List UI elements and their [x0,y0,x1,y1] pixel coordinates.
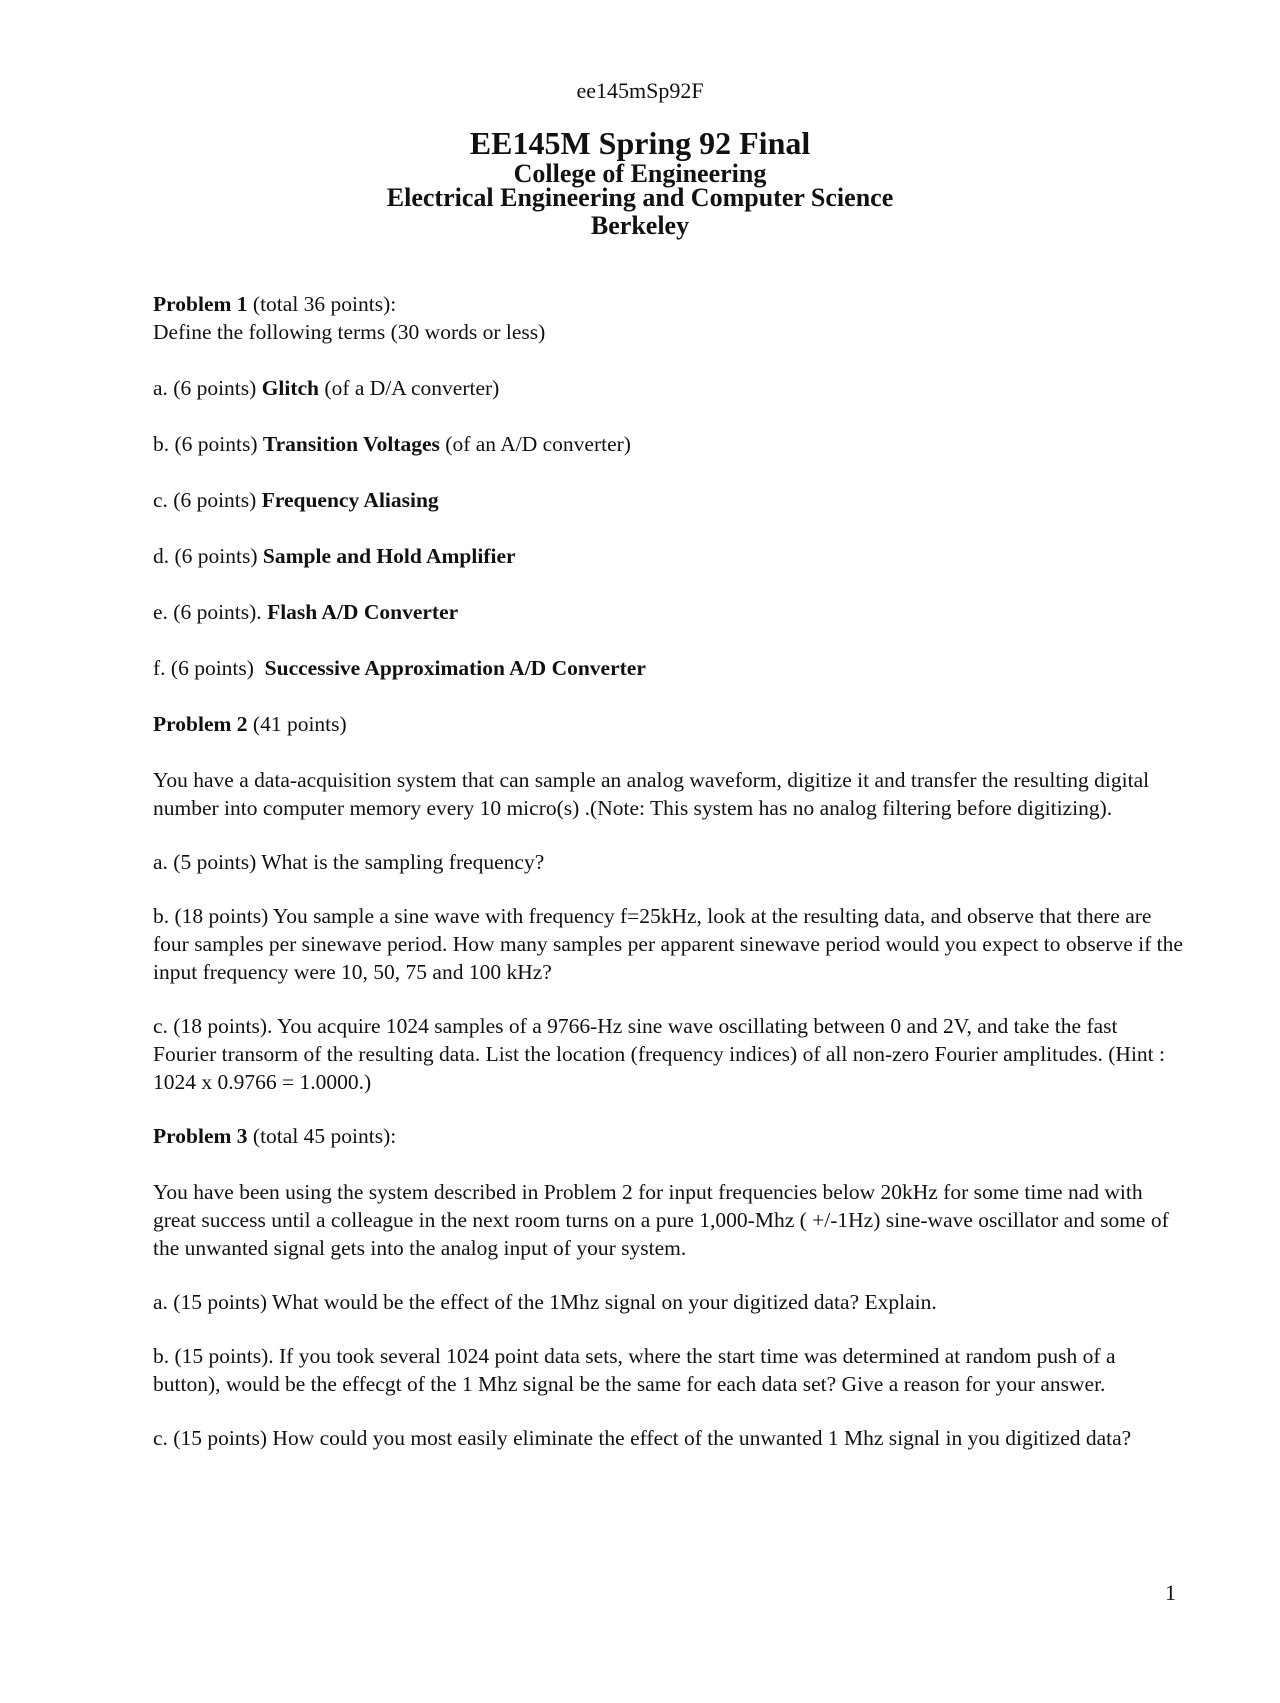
term-transition-voltages: Transition Voltages [262,432,440,456]
exam-title: EE145M Spring 92 Final [469,125,811,161]
problem-1-heading [153,290,1183,318]
exam-content [153,290,1183,1452]
problem-1-item-a: a. (6 points) Glitch (of a D/A converter) [153,376,500,400]
term-glitch: Glitch [261,376,320,400]
problem-3-points: (total 45 points): [247,1124,397,1148]
term-flash-ad: Flash A/D Converter [267,600,459,624]
problem-2-heading [153,710,1183,738]
problem-1-intro: Define the following terms (30 words or less) [153,320,546,344]
page-number: 1 [1165,1580,1176,1605]
college-name: College of Engineering [513,159,767,188]
title-block [0,124,1280,238]
problem-3-part-a: a. (15 points) What would be the effect of the 1Mhz signal on your digitized data? Explain. [153,1290,937,1314]
problem-1-item-c: c. (6 points) Frequency Aliasing [153,488,439,512]
problem-2-label: Problem 2 [153,712,248,736]
problem-1-item-d: d. (6 points) Sample and Hold Amplifier [153,544,516,568]
term-sample-and-hold: Sample and Hold Amplifier [262,544,516,568]
problem-2-intro: You have a data-acquisition system that can sample an analog waveform, digitize it and transfer the resulting digital number into computer memory every 10 micro(s) .(Note: This system has no analog filtering before digitizing). [153,768,1150,820]
problem-3-heading [153,1122,1183,1150]
problem-1-item-f: f. (6 points) Successive Approximation A/D Converter [153,656,646,680]
problem-1-item-b: b. (6 points) Transition Voltages (of an A/D converter) [153,432,631,456]
problem-2-part-b: b. (18 points) You sample a sine wave with frequency f=25kHz, look at the resulting data, and observe that there are four samples per sinewave period. How many samples per apparent sinewave period would you expect to observe if the input frequency were 10, 50, 75 and 100 kHz? [153,904,1183,984]
campus-name: Berkeley [590,211,690,240]
problem-3-part-b: b. (15 points). If you took several 1024 point data sets, where the start time was determined at random push of a button), would be the effecgt of the 1 Mhz signal be the same for each data set? Give a reason for your answer. [153,1344,1116,1396]
problem-2-part-c: c. (18 points). You acquire 1024 samples of a 9766-Hz sine wave oscillating between 0 and 2V, and take the fast Fourier transorm of the resulting data. List the location (frequency indices) of all non-zero Fourier amplitudes. (Hint : 1024 x 0.9766 = 1.0000.) [153,1014,1166,1094]
department-name: Electrical Engineering and Computer Science [386,183,894,212]
problem-3-label: Problem 3 [153,1124,248,1148]
problem-1-label: Problem 1 [153,292,248,316]
term-frequency-aliasing: Frequency Aliasing [261,488,439,512]
document-code: ee145mSp92F [576,78,704,103]
term-successive-approximation: Successive Approximation A/D Converter [264,656,646,680]
problem-1-points: (total 36 points): [247,292,397,316]
problem-2-part-a: a. (5 points) What is the sampling frequency? [153,850,545,874]
problem-3-intro: You have been using the system described in Problem 2 for input frequencies below 20kHz for some time nad with great success until a colleague in the next room turns on a pure 1,000-Mhz ( +/-1Hz) sine-wave oscillator and some of the unwanted signal gets into the analog input of your system. [153,1180,1169,1260]
problem-3-part-c: c. (15 points) How could you most easily eliminate the effect of the unwanted 1 Mhz signal in you digitized data? [153,1426,1132,1450]
problem-2-points: (41 points) [247,712,347,736]
problem-1-item-e: e. (6 points). Flash A/D Converter [153,600,459,624]
